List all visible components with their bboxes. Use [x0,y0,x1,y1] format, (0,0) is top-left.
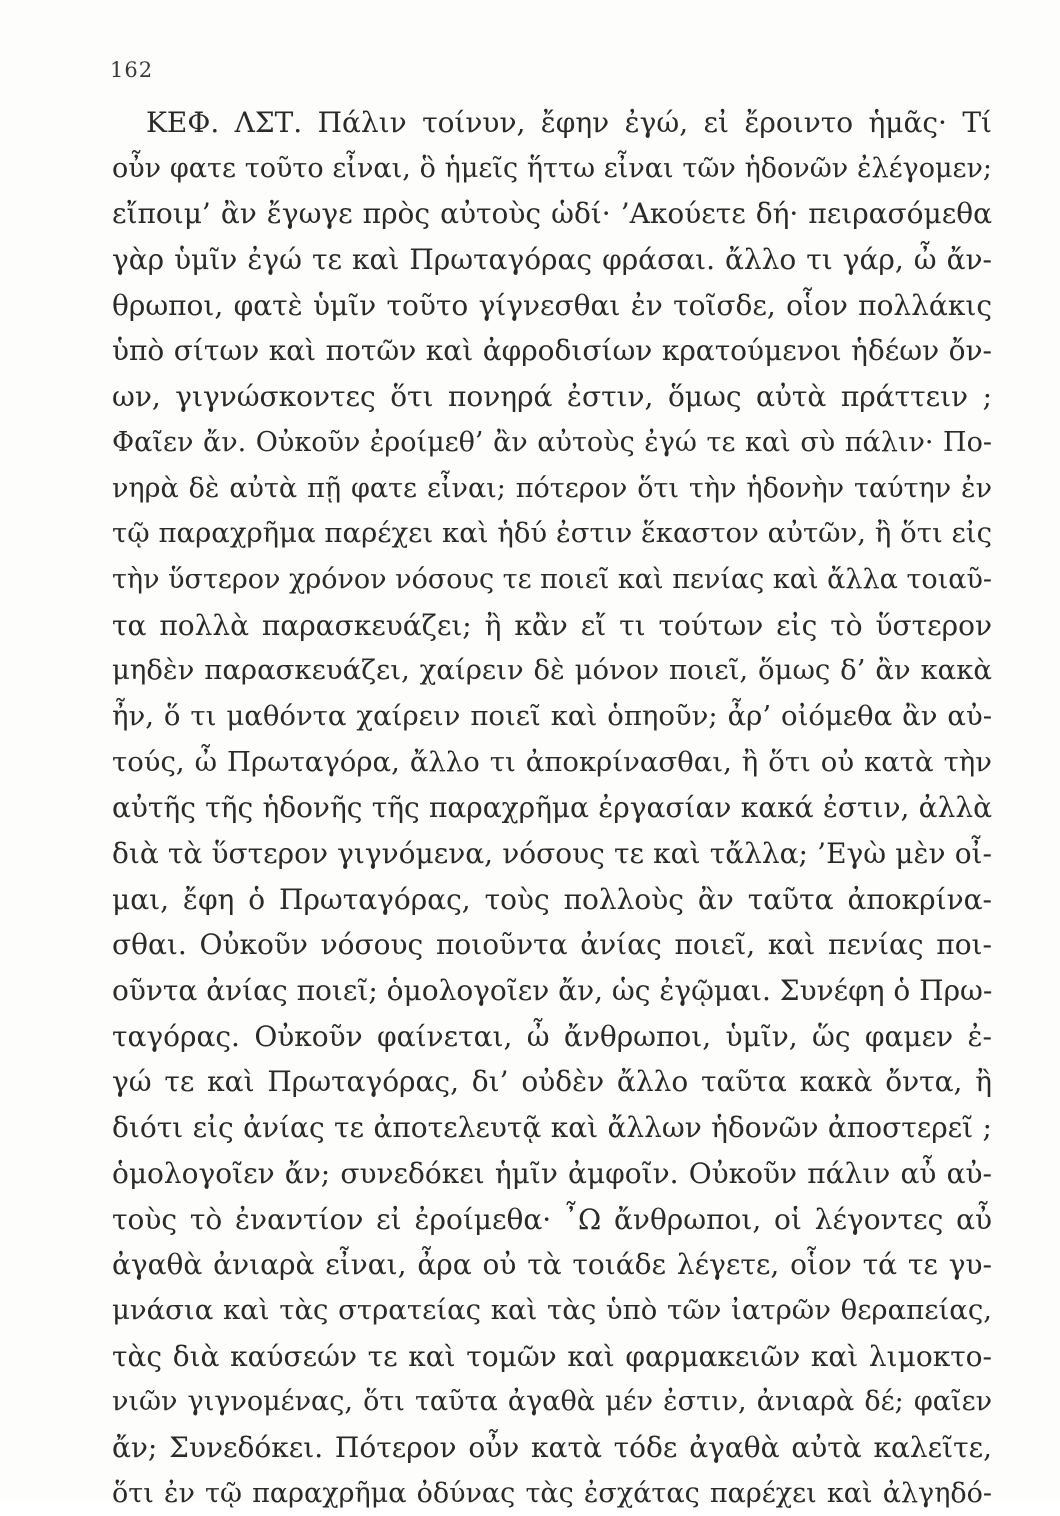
text-line: ἄν; Συνεδόκει. Πότερον οὖν κατὰ τόδε ἀγαθὰ αὐτὰ καλεῖτε, [112,1430,992,1464]
text-line: τὰς διὰ καύσεών τε καὶ τομῶν καὶ φαρμακειῶν καὶ λιμοκτο- [112,1339,992,1373]
text-line: τούς, ὦ Πρωταγόρα, ἄλλο τι ἀποκρίνασθαι, ἢ ὅτι οὐ κατὰ τὴν [112,745,992,778]
text-line: ταγόρας. Οὐκοῦν φαίνεται, ὦ ἄνθρωποι, ὑμῖν, ὥς φαμεν ἐ- [112,1019,992,1053]
text-line: ὅτι ἐν τῷ παραχρῆμα ὀδύνας τὰς ἐσχάτας παρέχει καὶ ἀλγηδό- [112,1477,992,1509]
text-line: γὰρ ὑμῖν ἐγώ τε καὶ Πρωταγόρας φράσαι. ἄλλο τι γάρ, ὦ ἄν- [112,243,992,277]
text-line: μνάσια καὶ τὰς στρατείας καὶ τὰς ὑπὸ τῶν ἰατρῶν θεραπείας, [112,1293,992,1326]
body-text [112,100,992,1516]
text-line: εἴποιμ’ ἂν ἔγωγε πρὸς αὐτοὺς ὡδί· ’Ακούετε δή· πειρασόμεθα [112,197,992,231]
text-line: τα πολλὰ παρασκευάζει; ἢ κἂν εἴ τι τούτων εἰς τὸ ὕστερον [112,608,992,642]
text-line: ἀγαθὰ ἀνιαρὰ εἶναι, ἆρα οὐ τὰ τοιάδε λέγετε, οἷον τά τε γυ- [112,1248,992,1282]
text-line: σθαι. Οὐκοῦν νόσους ποιοῦντα ἀνίας ποιεῖ, καὶ πενίας ποι- [112,928,992,962]
text-line: ὁμολογοῖεν ἄν; συνεδόκει ἡμῖν ἀμφοῖν. Οὐκοῦν πάλιν αὖ αὐ- [112,1156,992,1190]
text-line: ὑπὸ σίτων καὶ ποτῶν καὶ ἀφροδισίων κρατούμενοι ἡδέων ὄν- [112,334,992,368]
text-line: διότι εἰς ἀνίας τε ἀποτελευτᾷ καὶ ἄλλων ἡδονῶν ἀποστερεῖ ; [112,1111,992,1145]
text-line: νηρὰ δὲ αὐτὰ πῇ φατε εἶναι; πότερον ὅτι τὴν ἡδονὴν ταύτην ἐν [112,472,992,504]
text-line: τῷ παραχρῆμα παρέχει καὶ ἡδύ ἐστιν ἕκαστον αὐτῶν, ἢ ὅτι εἰς [112,517,992,550]
page-number: 162 [110,58,154,82]
text-line: τὴν ὕστερον χρόνον νόσους τε ποιεῖ καὶ πενίας καὶ ἄλλα τοιαῦ- [112,563,992,595]
text-line: θρωποι, φατὲ ὑμῖν τοῦτο γίγνεσθαι ἐν τοῖσδε, οἷον πολλάκις [112,288,992,322]
text-line: μηδὲν παρασκευάζει, χαίρειν δὲ μόνον ποιεῖ, ὅμως δ’ ἂν κακὰ [112,654,992,687]
text-line: ΚΕΦ. ΛΣΤ. Πάλιν τοίνυν, ἔφην ἐγώ, εἰ ἔροιντο ἡμᾶς· Τί [146,106,992,139]
text-line: αὐτῆς τῆς ἡδονῆς τῆς παραχρῆμα ἐργασίαν κακά ἐστιν, ἀλλὰ [112,791,992,825]
text-line: ἦν, ὅ τι μαθόντα χαίρειν ποιεῖ καὶ ὁπηοῦν; ἆρ’ οἰόμεθα ἂν αὐ- [112,699,992,732]
text-line: μαι, ἔφη ὁ Πρωταγόρας, τοὺς πολλοὺς ἂν ταῦτα ἀποκρίνα- [112,882,992,916]
text-line: Φαῖεν ἄν. Οὐκοῦν ἐροίμεθ’ ἂν αὐτοὺς ἐγώ τε καὶ σὺ πάλιν· Πο- [112,426,992,458]
text-line: οὖν φατε τοῦτο εἶναι, ὃ ἡμεῖς ἥττω εἶναι τῶν ἡδονῶν ἐλέγομεν; [112,152,992,184]
text-line: διὰ τὰ ὕστερον γιγνόμενα, νόσους τε καὶ τἄλλα; ’Εγὼ μὲν οἶ- [112,837,992,870]
text-line: τοὺς τὸ ἐναντίον εἰ ἐροίμεθα· ῏Ω ἄνθρωποι, οἱ λέγοντες αὖ [112,1202,992,1236]
text-line: ων, γιγνώσκοντες ὅτι πονηρά ἐστιν, ὅμως αὐτὰ πράττειν ; [112,380,992,414]
text-line: νιῶν γιγνομένας, ὅτι ταῦτα ἀγαθὰ μέν ἐστιν, ἀνιαρὰ δέ; φαῖεν [112,1386,992,1418]
text-line: οῦντα ἀνίας ποιεῖ; ὁμολογοῖεν ἄν, ὡς ἐγῷμαι. Συνέφη ὁ Πρω- [112,974,993,1008]
text-line: γώ τε καὶ Πρωταγόρας, δι’ οὐδὲν ἄλλο ταῦτα κακὰ ὄντα, ἢ [112,1065,992,1099]
